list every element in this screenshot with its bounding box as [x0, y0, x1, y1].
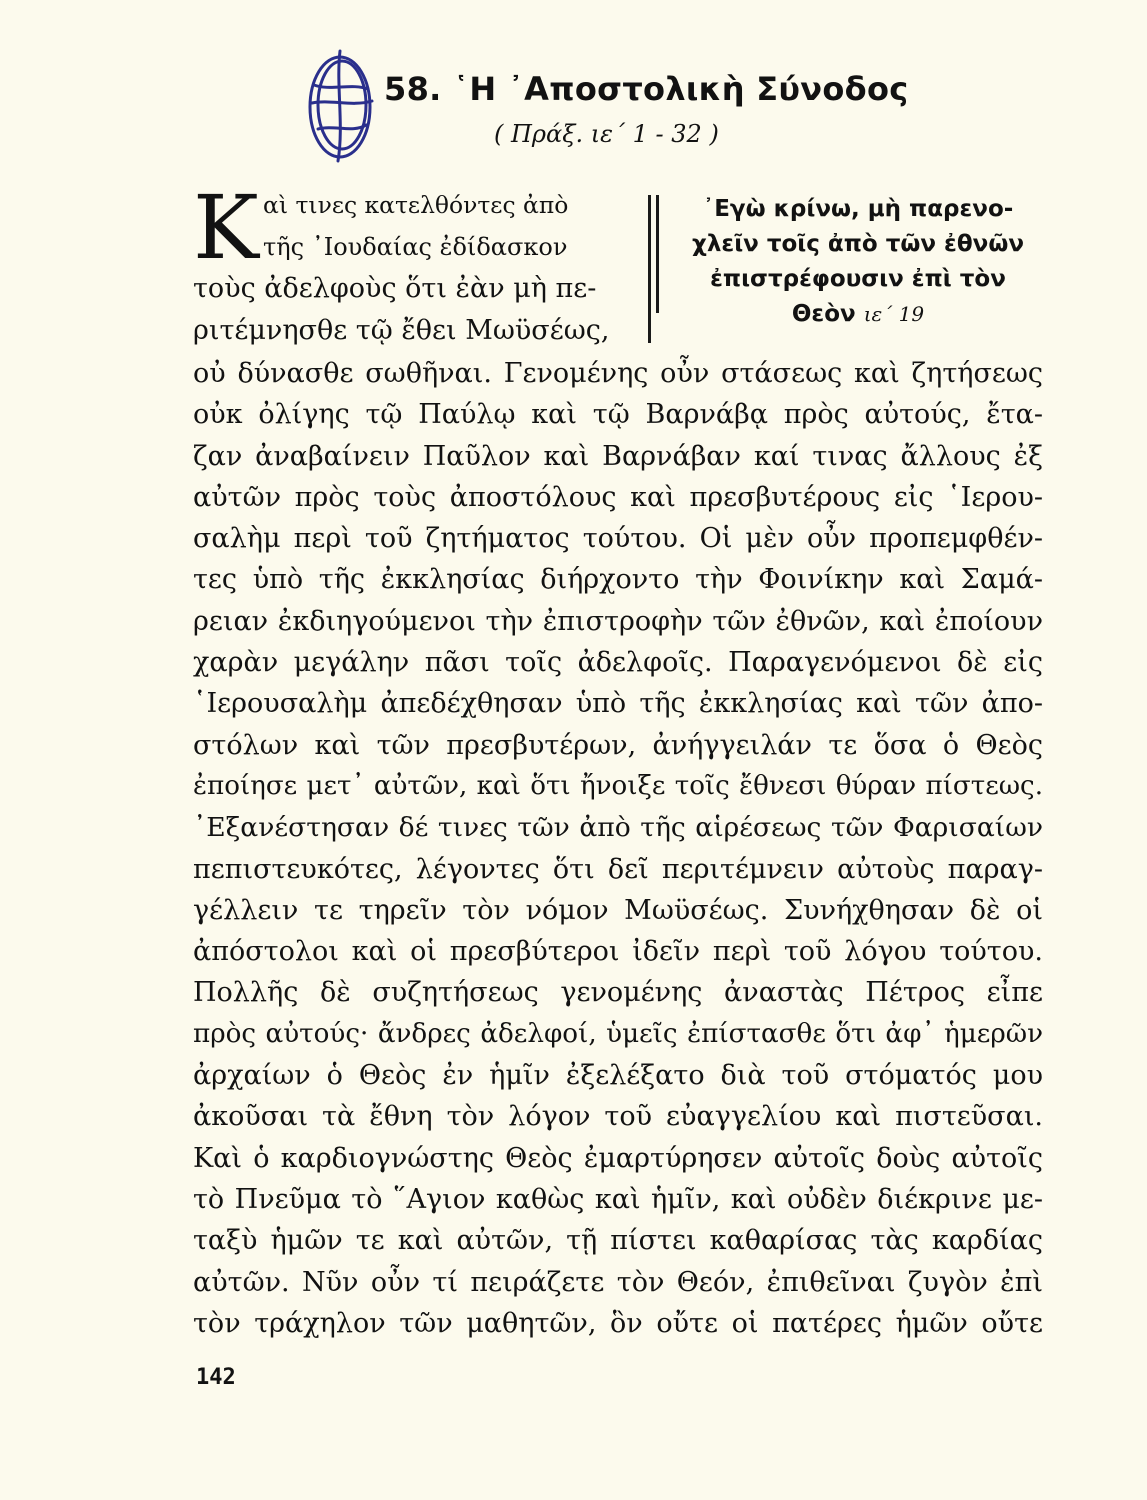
intro-line: ριτέμνησθε τῷ ἔθει Μωϋσέως, [193, 314, 610, 346]
body-line: Πολλῆς δὲ συζητήσεως γενομένης ἀναστὰς Πέτρος εἶπε [193, 977, 1043, 1009]
body-line: ταξὺ ἡμῶν τε καὶ αὐτῶν, τῇ πίστει καθαρίσας τὰς καρδίας [193, 1225, 1043, 1257]
intro-line: τῆς ᾿Ιουδαίας ἐδίδασκον [263, 232, 568, 261]
body-line: ἐποίησε μετ᾿ αὐτῶν, καὶ ὅτι ἤνοιξε τοῖς ἔθνεσι θύραν πίστεως. [193, 770, 1043, 801]
body-line: ρειαν ἐκδιηγούμενοι τὴν ἐπιστροφὴν τῶν ἐθνῶν, καὶ ἐποίουν [193, 605, 1043, 637]
body-line: τὸ Πνεῦμα τὸ ῞Αγιον καθὼς καὶ ἡμῖν, καὶ οὐδὲν διέκρινε με- [193, 1183, 1043, 1215]
body-line: ζαν ἀναβαίνειν Παῦλον καὶ Βαρνάβαν καί τινας ἄλλους ἐξ [193, 440, 1043, 472]
body-line: ἀπόστολοι καὶ οἱ πρεσβύτεροι ἰδεῖν περὶ τοῦ λόγου τούτου. [193, 936, 1043, 968]
body-line: σαλὴμ περὶ τοῦ ζητήματος τούτου. Οἱ μὲν οὖν προπεμφθέν- [193, 523, 1043, 555]
body-line: γέλλειν τε τηρεῖν τὸν νόμον Μωϋσέως. Συνήχθησαν δὲ οἱ [193, 894, 1043, 926]
sidebar-line: χλεῖν τοῖς ἀπὸ τῶν ἐθνῶν [692, 231, 1024, 257]
intro-line: τοὺς ἀδελφοὺς ὅτι ἐὰν μὴ πε- [193, 273, 597, 304]
sidebar-line: ἐπιστρέφουσιν ἐπὶ τὸν [710, 266, 1006, 292]
body-line: στόλων καὶ τῶν πρεσβυτέρων, ἀνήγγειλάν τε ὅσα ὁ Θεὸς [193, 729, 1043, 761]
body-line: τες ὑπὸ τῆς ἐκκλησίας διήρχοντο τὴν Φοινίκην καὶ Σαμά- [193, 564, 1043, 596]
intro-line: αὶ τινες κατελθόντες ἀπὸ [263, 191, 569, 219]
handwritten-circle-mark [300, 45, 380, 165]
sidebar-rule-right [656, 195, 659, 313]
body-line: ᾿Εξανέστησαν δέ τινες τῶν ἀπὸ τῆς αἱρέσεως τῶν Φαρισαίων [193, 812, 1043, 844]
body-line: πεπιστευκότες, λέγοντες ὅτι δεῖ περιτέμνειν αὐτοὺς παραγ- [193, 853, 1043, 885]
sidebar-word: Θεὸν [791, 301, 856, 327]
drop-cap: Κ [193, 176, 259, 279]
body-line: τὸν τράχηλον τῶν μαθητῶν, ὃν οὔτε οἱ πατέρες ἡμῶν οὔτε [193, 1307, 1043, 1339]
sidebar-quote [668, 192, 1048, 332]
sidebar-line: ᾿Εγὼ κρίνω, μὴ παρενο- [702, 196, 1014, 222]
body-line: αὐτῶν πρὸς τοὺς ἀποστόλους καὶ πρεσβυτέρους εἰς ῾Ιερου- [193, 481, 1043, 513]
body-line: πρὸς αὐτούς· ἄνδρες ἀδελφοί, ὑμεῖς ἐπίστασθε ὅτι ἀφ᾿ ἡμερῶν [193, 1018, 1043, 1049]
sidebar-reference: ιε΄ 19 [863, 302, 925, 326]
body-line: χαρὰν μεγάλην πᾶσι τοῖς ἀδελφοῖς. Παραγενόμενοι δὲ εἰς [193, 647, 1043, 679]
sidebar-rule-left [648, 195, 651, 343]
body-line: οὐκ ὀλίγης τῷ Παύλῳ καὶ τῷ Βαρνάβᾳ πρὸς αὐτούς, ἔτα- [193, 399, 1043, 431]
body-line: οὐ δύνασθε σωθῆναι. Γενομένης οὖν στάσεως καὶ ζητήσεως [193, 358, 1043, 389]
body-line: ἀκοῦσαι τὰ ἔθνη τὸν λόγον τοῦ εὐαγγελίου καὶ πιστεῦσαι. [193, 1101, 1043, 1133]
body-line: ἀρχαίων ὁ Θεὸς ἐν ἡμῖν ἐξελέξατο διὰ τοῦ στόματός μου [193, 1060, 1043, 1092]
body-line: Καὶ ὁ καρδιογνώστης Θεὸς ἐμαρτύρησεν αὐτοῖς δοὺς αὐτοῖς [193, 1142, 1043, 1174]
section-title: 58. ῾Η ᾿Αποστολικὴ Σύνοδος [384, 70, 909, 108]
intro-paragraph [193, 176, 633, 351]
scripture-reference: ( Πράξ. ιε΄ 1 - 32 ) [494, 120, 719, 148]
body-text [193, 353, 1043, 1344]
page-number: 142 [196, 1365, 236, 1390]
body-line: ῾Ιερουσαλὴμ ἀπεδέχθησαν ὑπὸ τῆς ἐκκλησίας καὶ τῶν ἀπο- [193, 688, 1043, 720]
body-line: αὐτῶν. Νῦν οὖν τί πειράζετε τὸν Θεόν, ἐπιθεῖναι ζυγὸν ἐπὶ [193, 1266, 1043, 1298]
sidebar-line-last [668, 297, 1048, 332]
